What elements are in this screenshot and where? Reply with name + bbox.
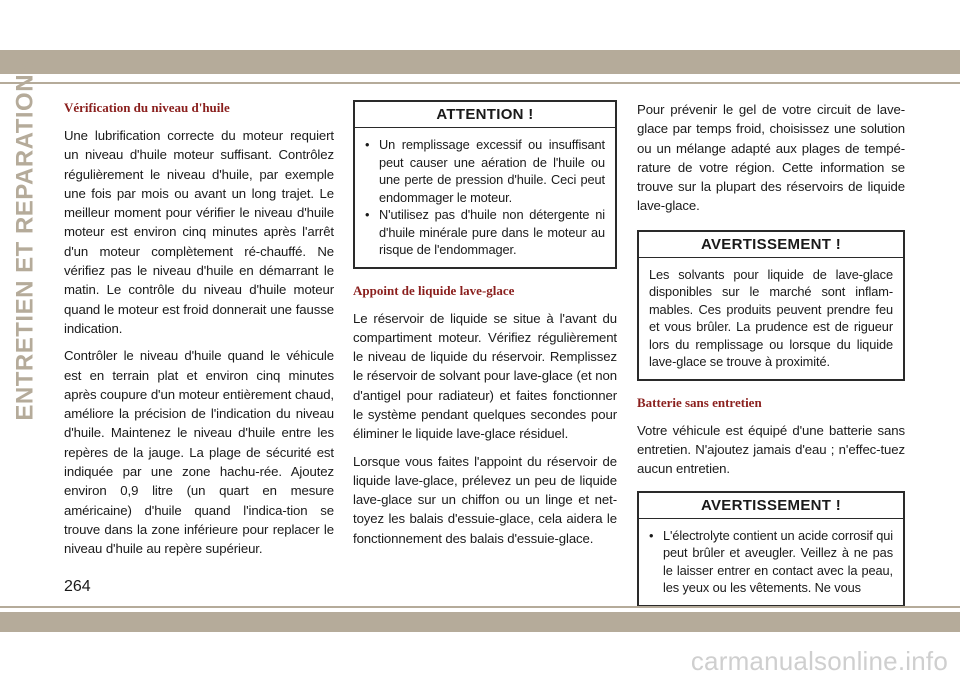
warning-list (649, 527, 893, 597)
list-item: • L'électrolyte contient un acide corrosif qui peut brûler et aveugler. Veillez à ne pas le laisser entrer en contact avec la peau, les yeux ou les vêtements. Ne vous (649, 527, 893, 597)
paragraph: Votre véhicule est équipé d'une batterie sans entretien. N'ajoutez jamais d'eau ; n'effec-tuez aucun entretien. (637, 422, 905, 477)
column-2 (353, 100, 617, 556)
paragraph: Lorsque vous faites l'appoint du réservoir de liquide lave-glace, prélevez un peu de liquide lave-glace sur un chiffon ou un linge et net-toyez les balais d'essuie-glace, cela aidera le fonctionnement des balais d'essuie-glace. (353, 453, 617, 546)
heading-washer-fluid: Appoint de liquide lave-glace (353, 282, 515, 298)
warning-box-solvents (637, 230, 905, 381)
attention-box (353, 100, 617, 269)
warning-box-title: AVERTISSEMENT ! (639, 232, 903, 258)
header-rule (0, 82, 960, 84)
section-side-tab-label: ENTRETIEN ET REPARATIONS (12, 57, 40, 421)
paragraph: Une lubrification correcte du moteur requiert un niveau d'huile moteur suffisant. Contrôlez régulièrement le niveau d'huile, par exemple une fois par mois ou avant un long trajet. Le meilleur moment pour vérifier le niveau d'huile moteur est environ cinq minutes après l'arrêt d'un moteur complètement ré-chauffé. Ne vérifiez pas le niveau d'huile en démarrant le matin. Le contrôle du niveau d'huile moteur quand le moteur est froid donnerait une fausse indication. (64, 128, 334, 336)
attention-box-title: ATTENTION ! (355, 102, 615, 128)
footer-rule (0, 606, 960, 608)
paragraph: Pour prévenir le gel de votre circuit de lave-glace par temps froid, choisissez une solution ou un mélange adapté aux plages de tempé-rature de votre région. Cette information se trouve sur la plupart des réservoirs de liquide lave-glace. (637, 102, 905, 214)
footer-band (0, 612, 960, 632)
warning-box-battery (637, 491, 905, 607)
attention-list (365, 136, 605, 259)
column-3 (637, 100, 905, 621)
list-item: • Un remplissage excessif ou insuffisant peut causer une aération de l'huile ou une perte de pression d'huile. Ceci peut endommager le moteur. (365, 136, 605, 206)
paragraph: Le réservoir de liquide se situe à l'avant du compartiment moteur. Vérifiez régulièrement le niveau de liquide du réservoir. Remplissez le réservoir de solvant pour lave-glace (et non d'antigel pour radiateur) et faites fonctionner le système pendant quelques secondes pour éliminer le liquide lave-glace résiduel. (353, 310, 617, 442)
column-1 (64, 100, 334, 567)
heading-oil-level: Vérification du niveau d'huile (64, 100, 230, 115)
watermark: carmanualsonline.info (690, 646, 948, 676)
list-item: • N'utilisez pas d'huile non détergente ni d'huile minérale pure dans le moteur au risque de l'endommager. (365, 206, 605, 259)
paragraph: Contrôler le niveau d'huile quand le véhicule est en terrain plat et environ cinq minutes après coupure d'un moteur entièrement chaud, améliore la précision de l'indication du niveau d'huile. Maintenez le niveau d'huile entre les repères de la jauge. La plage de sécurité est indiquée par une zone hachu-rée. Ajoutez environ 0,9 litre (un quart en mesure américaine) d'huile quand l'indica-tion se trouve dans la zone inférieure pour replacer le niveau d'huile au repère supérieur. (64, 348, 334, 557)
warning-box-title: AVERTISSEMENT ! (639, 493, 903, 519)
page-number: 264 (64, 578, 91, 595)
header-band (0, 50, 960, 74)
warning-text: Les solvants pour liquide de lave-glace disponibles sur le marché sont inflam-mables. Ces produits peuvent prendre feu et vous brûler. La prudence est de rigueur lors du remplissage ou lorsque du liquide lave-glace se trouve à proximité. (649, 266, 893, 370)
heading-battery: Batterie sans entretien (637, 394, 762, 410)
section-side-tab (6, 57, 46, 421)
